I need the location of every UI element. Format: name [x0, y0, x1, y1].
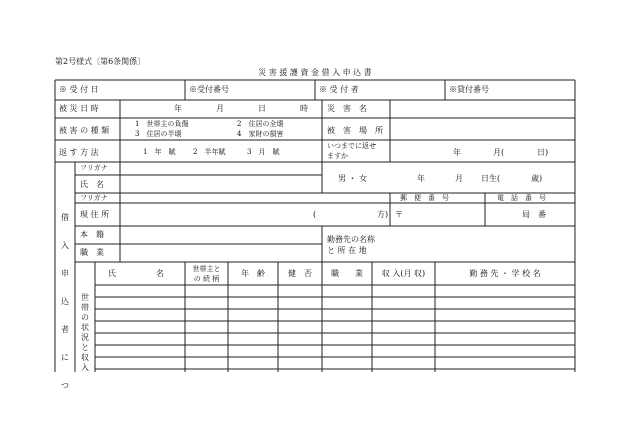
applicant-side-char: 者 — [61, 325, 69, 334]
address-label: 現 住 所 — [80, 210, 110, 219]
workplace-label-2: と 所 在 地 — [327, 246, 367, 255]
damage-option-4[interactable]: 4 家財の損害 — [237, 130, 284, 138]
disaster-day-unit: 日 — [258, 104, 266, 113]
household-side-char: 収 — [81, 353, 89, 362]
name-field[interactable] — [122, 177, 320, 191]
household-col-relation-2: の 続 柄 — [193, 275, 220, 283]
form-title: 災 害 援 護 資 金 借 入 申 込 書 — [258, 68, 372, 77]
occupation-label: 職 業 — [80, 248, 104, 257]
postal-code-label: 郵 便 番 号 — [400, 194, 449, 202]
postal-mark-icon: 〒 — [395, 210, 403, 219]
phone-station-label: 局 番 — [522, 210, 546, 219]
disaster-name-field[interactable] — [392, 102, 573, 116]
applicant-side-char: 借 — [61, 213, 69, 222]
receipt-number-label: ※受付番号 — [189, 85, 229, 94]
household-col-name: 氏 名 — [108, 269, 164, 278]
repayment-option-1[interactable]: 1 年 賦 — [143, 148, 176, 156]
applicant-side-char: 入 — [61, 241, 69, 250]
occupation-field[interactable] — [122, 246, 320, 260]
form-reference: 第2号様式〔第6条関係〕 — [55, 57, 146, 66]
household-side-char: 況 — [81, 333, 89, 342]
household-side-char: 帯 — [81, 303, 89, 312]
household-side-label — [80, 294, 90, 372]
household-col-job: 職 業 — [331, 269, 363, 278]
phone-label: 電 話 番 号 — [497, 194, 546, 202]
household-col-age: 年 齢 — [241, 269, 265, 278]
damage-option-1[interactable]: 1 世帯主の負傷 — [135, 120, 189, 128]
birth-day-unit: 日生( — [481, 174, 501, 183]
household-side-char: の — [81, 313, 89, 322]
damage-option-2[interactable]: 2 住居の全壊 — [237, 120, 284, 128]
household-col-relation-1: 世帯主と — [192, 265, 221, 273]
workplace-label-1: 勤務先の名称 — [327, 235, 375, 244]
household-side-char: と — [81, 343, 89, 352]
age-unit: 歳) — [531, 174, 543, 183]
workplace-field[interactable] — [392, 228, 573, 260]
disaster-name-label: 災 害 名 — [327, 104, 367, 113]
damage-option-3[interactable]: 3 住居の半壊 — [135, 130, 182, 138]
repayment-option-2[interactable]: 2 半年賦 — [193, 148, 226, 156]
furigana-label: フリガナ — [80, 164, 108, 172]
repayment-method-label: 返 す 方 法 — [59, 148, 99, 157]
disaster-date-label: 被 災 日 時 — [59, 104, 99, 113]
household-side-char: 世 — [81, 293, 89, 302]
birth-year-unit: 年 — [417, 174, 425, 183]
repay-until-label-1: いつまでに返せ — [327, 142, 376, 150]
domicile-label: 本 籍 — [80, 230, 104, 239]
applicant-side-char: 込 — [61, 297, 69, 306]
disaster-year-unit: 年 — [174, 104, 182, 113]
repay-year-unit: 年 — [453, 148, 461, 157]
name-label: 氏 名 — [80, 180, 104, 189]
household-col-income: 収 入(月 収) — [381, 269, 426, 278]
repayment-option-3[interactable]: 3 月 賦 — [247, 148, 280, 156]
damage-type-label: 被 害 の 種 類 — [59, 126, 110, 135]
applicant-side-char: つ — [61, 381, 69, 390]
applicant-side-char: 申 — [61, 269, 69, 278]
address-field[interactable] — [122, 205, 320, 224]
disaster-hour-unit: 時 — [300, 104, 308, 113]
repay-until-label-2: ますか — [327, 152, 348, 160]
loan-number-label: ※貸付番号 — [449, 85, 489, 94]
applicant-side-label — [60, 214, 70, 390]
repay-month-unit: 月( — [493, 148, 505, 157]
household-side-char: 状 — [81, 323, 89, 332]
receiver-label: ※ 受 付 者 — [319, 85, 359, 94]
household-col-health: 健 否 — [288, 269, 312, 278]
address-paren-open: ( — [313, 210, 317, 219]
disaster-month-unit: 月 — [216, 104, 224, 113]
birth-month-unit: 月 — [455, 174, 463, 183]
damage-location-field[interactable] — [392, 121, 573, 138]
received-date-label: ※ 受 付 日 — [59, 85, 99, 94]
furigana-2-label: フリガナ — [80, 194, 108, 202]
domicile-field[interactable] — [122, 228, 320, 242]
address-paren-close: 方) — [377, 210, 389, 219]
damage-location-label: 被 害 場 所 — [327, 126, 383, 135]
furigana-field[interactable] — [122, 164, 320, 174]
household-col-work: 勤 務 先 ・ 学 校 名 — [469, 269, 541, 278]
household-side-char: 入 — [81, 363, 89, 372]
applicant-side-char: に — [61, 353, 69, 362]
gender-selector[interactable]: 男 ・ 女 — [338, 174, 368, 183]
repay-day-unit: 日) — [537, 148, 549, 157]
